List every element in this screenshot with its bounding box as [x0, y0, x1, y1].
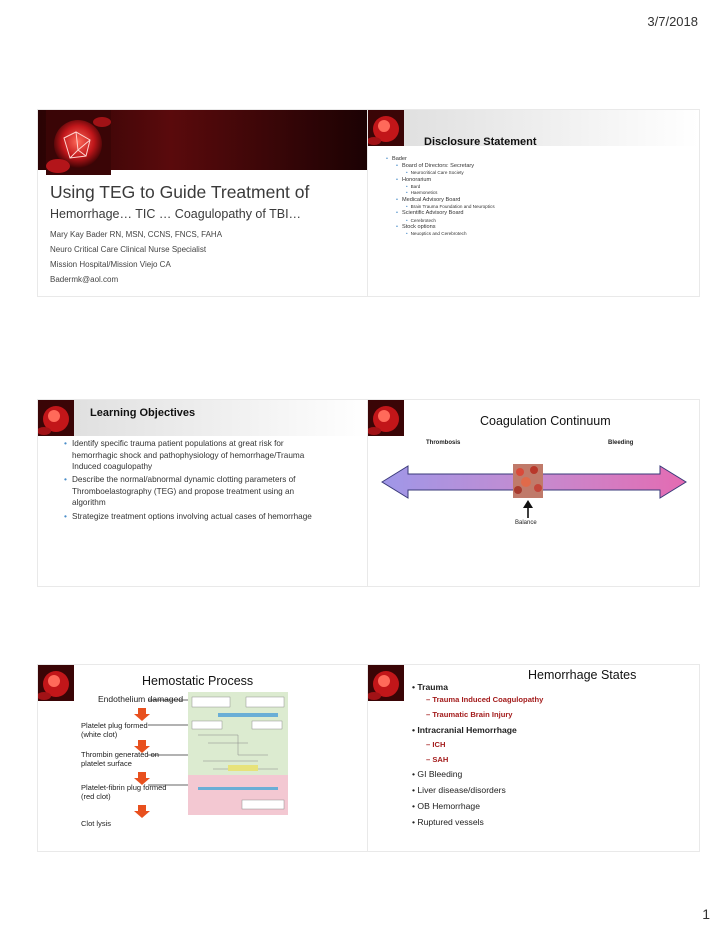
slide-hemostatic-process [38, 665, 369, 851]
header-bar [38, 400, 369, 436]
blood-cell-icon [46, 110, 111, 175]
list-item: • Haemonetics [386, 190, 495, 196]
thrombosis-label: Thrombosis [426, 440, 461, 446]
list-item: • Honorarium [386, 177, 495, 184]
blood-cell-icon [368, 665, 404, 701]
slide-disclosure [368, 110, 699, 296]
list-item: • Cerebrotech [386, 218, 495, 224]
up-arrow-icon [523, 500, 533, 518]
page-number: 1 [702, 906, 710, 922]
down-arrow-icon [134, 805, 150, 818]
list-subitem: – ICH [426, 740, 446, 749]
down-arrow-icon [134, 708, 150, 721]
slide-title-text: Using TEG to Guide Treatment of [50, 182, 310, 202]
disclosure-list [386, 156, 495, 238]
step-clot-lysis: Clot lysis [81, 819, 112, 828]
balance-label: Balance [515, 520, 537, 526]
list-item: • GI Bleeding [412, 769, 463, 779]
continuum-diagram [368, 400, 699, 586]
list-subitem: – SAH [426, 755, 449, 764]
slide-subtitle: Hemorrhage… TIC … Coagulopathy of TBI… [50, 207, 302, 221]
blood-cell-icon [38, 400, 74, 436]
list-item: • Stock options [386, 224, 495, 231]
list-item: • Neuoptics and Cerebrotech [386, 231, 495, 237]
list-item: • Board of Directors: Secretary [386, 163, 495, 170]
author-institution: Mission Hospital/Mission Viejo CA [50, 260, 171, 269]
list-subitem: – Trauma Induced Coagulopathy [426, 695, 544, 704]
slide-coagulation-continuum [368, 400, 699, 586]
bullet-icon: • [64, 511, 67, 521]
list-item: • Brain Trauma Foundation and Neuroptics [386, 204, 495, 210]
list-item: • Liver disease/disorders [412, 785, 506, 795]
slide-heading: Hemostatic Process [142, 674, 254, 688]
bullet-icon: • [64, 438, 67, 448]
objective-item: Strategize treatment options involving actual cases of hemorrhage [72, 512, 312, 521]
clot-image [513, 464, 543, 498]
step-fibrin-plug: Platelet-fibrin plug formed (red clot) [81, 783, 167, 801]
blood-cell-icon [368, 110, 404, 146]
bleeding-label: Bleeding [608, 440, 634, 446]
list-item: • Ruptured vessels [412, 817, 484, 827]
list-item: • Bard [386, 184, 495, 190]
title-banner [38, 110, 369, 170]
list-item: • Bader [386, 156, 495, 163]
author-email: Badermk@aol.com [50, 275, 119, 284]
list-item: • Neurocritical Care Society [386, 170, 495, 176]
list-item: • OB Hemorrhage [412, 801, 480, 811]
step-platelet-plug: Platelet plug formed (white clot) [81, 721, 148, 739]
slide-heading: Coagulation Continuum [480, 414, 611, 428]
page-date: 3/7/2018 [647, 14, 698, 29]
objective-item: Identify specific trauma patient populations at great risk for hemorrhagic shock and pathophysiology of hemorrhage/Trauma Induced coagulopathy [72, 439, 305, 471]
author-name: Mary Kay Bader RN, MSN, CCNS, FNCS, FAHA [50, 230, 223, 239]
list-subitem: – Traumatic Brain Injury [426, 710, 513, 719]
objective-item: Describe the normal/abnormal dynamic clotting parameters of Thromboelastography (TEG) and propose treatment using an algorithm [72, 475, 296, 507]
step-thrombin: Thrombin generated on platelet surface [81, 750, 159, 768]
list-item: • Scientific Advisory Board [386, 210, 495, 217]
bullet-icon: • [64, 474, 67, 484]
step-endothelium: Endothelium damaged [98, 694, 184, 704]
list-item: • Trauma [412, 682, 448, 692]
list-item: • Intracranial Hemorrhage [412, 725, 517, 735]
slide-heading: Hemorrhage States [528, 668, 637, 682]
author-role: Neuro Critical Care Clinical Nurse Specialist [50, 245, 207, 254]
slide-hemorrhage-states [368, 665, 699, 851]
slide-title [38, 110, 369, 296]
slide-heading: Learning Objectives [90, 407, 196, 419]
list-item: • Medical Advisory Board [386, 197, 495, 204]
slide-heading: Disclosure Statement [424, 136, 537, 148]
slide-learning-objectives [38, 400, 369, 586]
